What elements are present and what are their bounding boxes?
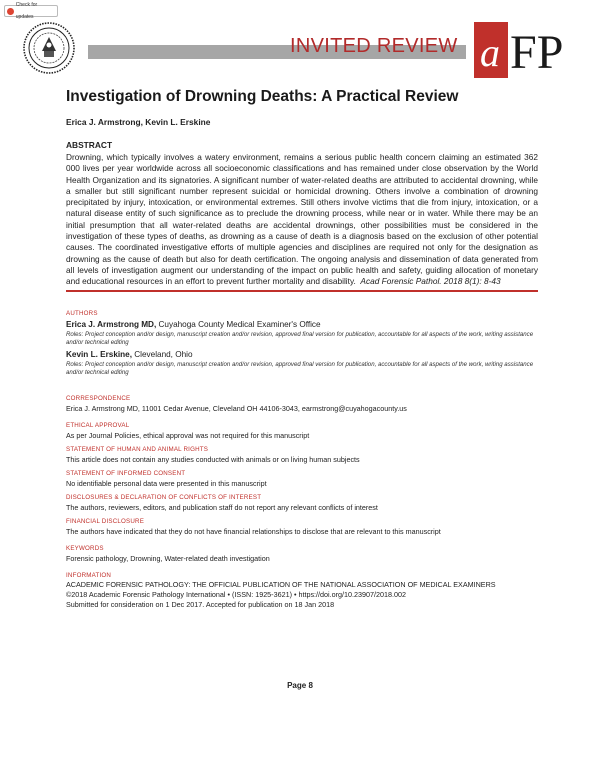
author1-affiliation: Cuyahoga County Medical Examiner's Office (156, 320, 321, 329)
consent-label: STATEMENT OF INFORMED CONSENT (66, 470, 186, 477)
author1 (66, 320, 321, 329)
keywords-text: Forensic pathology, Drowning, Water-related death investigation (66, 554, 270, 563)
author2-affiliation: Cleveland, Ohio (131, 350, 193, 359)
afp-logo (474, 22, 596, 78)
human-rights-text: This article does not contain any studies conducted with animals or on living human subjects (66, 455, 360, 464)
seal-icon (22, 21, 76, 75)
abstract-text: Drowning, which typically involves a watery environment, remains a serious public health concern claiming an estimated 362 000 lives per year worldwide across all socioeconomic classifications and has remained under close observation by the World Health Organization and its signatories. A significant number of water-related deaths are attributed to accidental drowning, while a smaller but still significant number represent suicidal or homicidal drowning. Others involve a combination of drowning precipitated by injury, intoxication, or environmental extremes. Still others involve victims that die from injury, intoxication, or a natural disease entity of such significance as to preclude the drowning process, while near or in water. While there may be an initial presumption that all water-related deaths are accidental drownings, other possibilities must be considered in the investigation of these types of deaths, as drowning as a cause of death is a diagnosis based on the exclusion of other potential causes. The coordinated investigative efforts of multiple agencies and disciplines are required not only for the designation as drowning as the cause of death but also for death certification. The ongoing analysis and dissemination of data generated from all levels of investigation augment our understanding of the impact on public health and safety, guiding allocation of monetary and educational resources in an effort to prevent further mortality and disability. (66, 152, 538, 287)
information-label: INFORMATION (66, 572, 112, 579)
author2-name: Kevin L. Erskine, (66, 350, 132, 359)
disclosures-text: The authors, reviewers, editors, and publication staff do not report any relevant conflicts of interest (66, 503, 378, 512)
correspondence-text: Erica J. Armstrong MD, 11001 Cedar Avenue, Cleveland OH 44106-3043, earmstrong@cuyahogacounty.us (66, 404, 407, 413)
section-divider (66, 290, 538, 292)
keywords-label: KEYWORDS (66, 545, 104, 552)
information-line-2: ©2018 Academic Forensic Pathology International • (ISSN: 1925-3621) • https://doi.org/10.23907/2018.002 (66, 590, 406, 599)
svg-text:FP: FP (510, 26, 564, 78)
update-icon (7, 8, 14, 15)
author1-name: Erica J. Armstrong MD, (66, 320, 157, 329)
page-number: Page 8 (287, 681, 313, 690)
article-title: Investigation of Drowning Deaths: A Practical Review (66, 88, 459, 105)
article-authors: Erica J. Armstrong, Kevin L. Erskine (66, 117, 211, 127)
authors-label: AUTHORS (66, 310, 98, 317)
correspondence-label: CORRESPONDENCE (66, 395, 131, 402)
information-line-1: ACADEMIC FORENSIC PATHOLOGY: THE OFFICIAL PUBLICATION OF THE NATIONAL ASSOCIATION OF MEDICAL EXAMINERS (66, 580, 496, 589)
abstract-heading: ABSTRACT (66, 140, 113, 150)
ethical-text: As per Journal Policies, ethical approval was not required for this manuscript (66, 431, 310, 440)
citation: Acad Forensic Pathol. 2018 8(1): 8-43 (360, 276, 501, 287)
financial-text: The authors have indicated that they do not have financial relationships to disclose that are relevant to this manuscript (66, 527, 441, 536)
information-line-3: Submitted for consideration on 1 Dec 2017. Accepted for publication on 18 Jan 2018 (66, 600, 335, 609)
author2-roles: Roles: Project conception and/or design, manuscript creation and/or revision, approved final version for publication, accountable for all aspects of the work, writing assistance and/or technical editing (66, 361, 534, 377)
ethical-label: ETHICAL APPROVAL (66, 422, 130, 429)
svg-text:a: a (480, 30, 500, 75)
disclosures-label: DISCLOSURES & DECLARATION OF CONFLICTS OF INTEREST (66, 494, 262, 501)
author2 (66, 350, 193, 359)
section-label: INVITED REVIEW (290, 35, 458, 57)
consent-text: No identifiable personal data were presented in this manuscript (66, 479, 267, 488)
financial-label: FINANCIAL DISCLOSURE (66, 518, 145, 525)
abstract-body (66, 152, 538, 288)
author1-roles: Roles: Project conception and/or design, manuscript creation and/or revision, approved final version for publication, accountable for all aspects of the work, writing assistance and/or technical editing (66, 331, 534, 347)
check-updates-label: Check for updates (15, 2, 38, 20)
human-rights-label: STATEMENT OF HUMAN AND ANIMAL RIGHTS (66, 446, 209, 453)
check-for-updates-badge[interactable] (4, 2, 58, 20)
